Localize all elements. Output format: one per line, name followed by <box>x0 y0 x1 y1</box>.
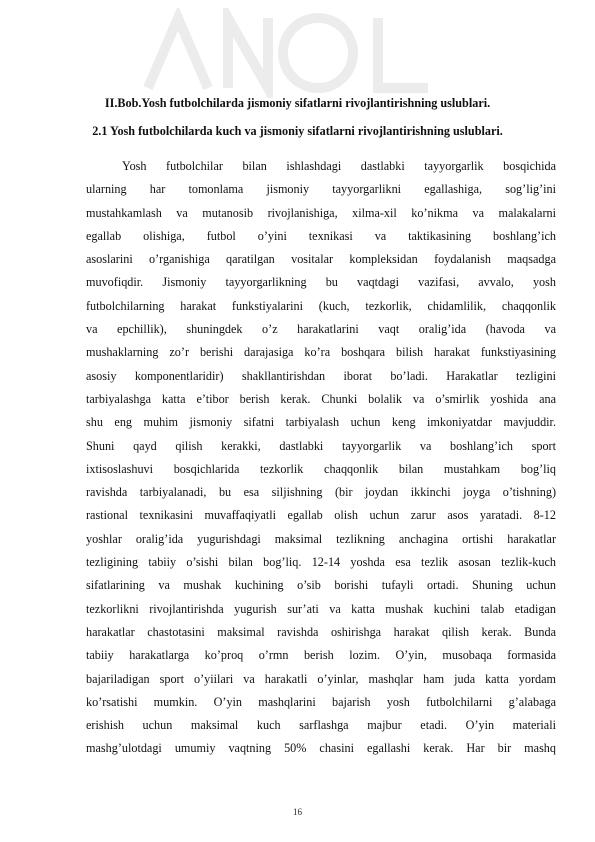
chapter-title: II.Bob.Yosh futbolchilarda jismoniy sifatlarni rivojlantirishning uslublari. <box>104 96 491 110</box>
body-line: Shuni qayd qilish kerakki, dastlabki tayyorgarlik va boshlang’ich sport <box>86 438 556 453</box>
body-line: Yosh futbolchilar bilan ishlashdagi dastlabki tayyorgarlik bosqichida <box>122 159 556 173</box>
body-line: ko’rsatishi mumkin. O’yin mashqlarini bajarish yosh futbolchilarni g’alabaga <box>86 694 556 709</box>
body-line: tezkorlikni rivojlantirishda yugurish sur’ati va katta mushak kuchini talab etadigan <box>86 601 556 616</box>
body-line: tezligining tabiiy o’sishi bilan bog’liq. 12-14 yoshda esa tezlik asosan tezlik-kuch <box>86 555 556 570</box>
body-line: ravishda tarbiyalanadi, bu esa siljishning (bir joydan ikkinchi joyga o’tishning) <box>86 485 556 500</box>
body-line: sifatlarining va mushak kuchining o’sib borishi tufayli ortadi. Shuning uchun <box>86 578 556 593</box>
body-line: mushaklarning zo’r berishi darajasiga ko’ra boshqara bilish harakat funkstiyasining <box>86 345 556 360</box>
body-line: muvofiqdir. Jismoniy tayyorgarlikning bu vaqtdagi vazifasi, avvalo, yosh <box>86 275 556 290</box>
body-paragraph <box>86 155 556 761</box>
section-title: 2.1 Yosh futbolchilarda kuch va jismoniy sifatlarni rivojlantirishning uslublari. <box>92 124 503 138</box>
body-line: erishish uchun maksimal kuch sarflashga majbur etadi. O’yin materiali <box>86 718 556 733</box>
body-line: ixtisoslashuvi bosqichlarida tezkorlik chaqqonlik bilan mustahkam bog’liq <box>86 461 556 476</box>
body-line: mashg’ulotdagi umumiy vaqtning 50% chasini egallashi kerak. Har bir mashq <box>86 741 556 756</box>
body-line: harakatlar chastotasini maksimal ravishda oshirishga harakat qilish kerak. Bunda <box>86 624 556 639</box>
body-line: bajariladigan sport o’yiilari va harakatli o’yinlar, mashqlar ham juda katta yordam <box>86 671 556 686</box>
watermark-logo-icon <box>138 8 458 98</box>
body-line: va epchillik), shuningdek o’z harakatlarini vaqt oralig’ida (havoda va <box>86 322 556 337</box>
body-line: yoshlar oralig’ida yugurishdagi maksimal tezlikning anchagina ortishi harakatlar <box>86 531 556 546</box>
body-line: egallab olishiga, futbol o’yini texnikasi va taktikasining boshlang’ich <box>86 228 556 243</box>
body-line: mustahkamlash va mutanosib rivojlanishiga, xilma-xil ko’nikma va malakalarni <box>86 205 556 220</box>
body-line: rastional texnikasini muvaffaqiyatli egallab olish uchun zarur asos yaratadi. 8-12 <box>86 508 556 523</box>
body-line: asoslarini o’rganishiga qaratilgan vositalar kompleksidan foydalanish maqsadga <box>86 252 556 267</box>
body-line: tabiiy harakatlarga ko’proq o’rmn berish lozim. O’yin, musobaqa formasida <box>86 648 556 663</box>
body-line: shu eng muhim jismoniy sifatni tarbiyalash uchun keng imkoniyatdar mavjuddir. <box>86 415 556 430</box>
body-line: tarbiyalashga katta e’tibor berish kerak. Chunki bolalik va o’smirlik yoshida ana <box>86 391 556 406</box>
page-number: 16 <box>293 807 302 817</box>
body-line: futbolchilarning harakat funkstiyalarini (kuch, tezkorlik, chidamlilik, chaqqonlik <box>86 298 556 313</box>
body-line: ularning har tomonlama jismoniy tayyorgarlikni egallashiga, sog’lig’ini <box>86 182 556 197</box>
body-line: asosiy komponentlaridir) shakllantirishdan iborat bo’ladi. Harakatlar tezligini <box>86 368 556 383</box>
